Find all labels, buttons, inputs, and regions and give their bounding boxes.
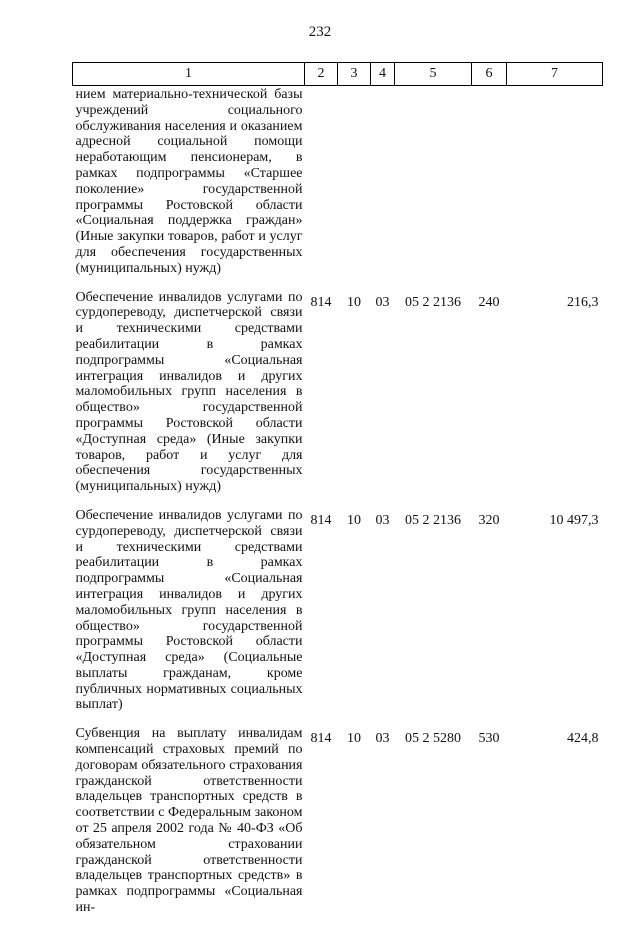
row-code-admin: 814: [310, 512, 332, 528]
row-code-target: 05 2 5280: [405, 731, 461, 747]
header-cell-2: 2: [305, 63, 338, 86]
row-code-admin: 814: [310, 294, 332, 310]
row-code-subsection: [371, 86, 395, 289]
row-code-target: 05 2 2136: [405, 512, 461, 528]
row-description: Обеспечение инвалидов услугами по сурдопереводу, диспетчерской связи и техническими средствами реабилитации в рамках подпрограммы «Социальная интеграция инвалидов и других маломобильных групп населения в общество» государственной программы Ростовской области «Доступная среда» (Иные закупки товаров, работ и услуг для обеспечения государственных (муниципальных) нужд): [75, 289, 303, 495]
table-row: [73, 289, 603, 507]
header-cell-6: 6: [472, 63, 507, 86]
row-description: Обеспечение инвалидов услугами по сурдопереводу, диспетчерской связи и техническими средствами реабилитации в рамках подпрограммы «Социальная интеграция инвалидов и других маломобильных групп населения в общество» государственной программы Ростовской области «Доступная среда» (Социальные выплаты гражданам, кроме публичных нормативных социальных выплат): [75, 507, 303, 713]
header-row: [73, 63, 603, 86]
row-code-admin: 814: [310, 731, 332, 747]
row-code-target: 05 2 2136: [405, 294, 461, 310]
row-code-expense-type: 240: [478, 294, 500, 310]
row-amount: 10 497,3: [549, 512, 599, 528]
header-cell-7: 7: [507, 63, 603, 86]
table-row: [73, 86, 603, 289]
row-code-subsection: 03: [375, 294, 390, 310]
row-description: нием материально-технической базы учреждений социального обслуживания населения и оказанием адресной социальной помощи неработающим пенсионерам, в рамках подпрограммы «Старшее поколение» государственной программы Ростовской области «Социальная поддержка граждан» (Иные закупки товаров, работ и услуг для обеспечения государственных (муниципальных) нужд): [75, 87, 303, 276]
row-code-expense-type: 320: [478, 512, 500, 528]
budget-table: [72, 62, 603, 928]
header-cell-4: 4: [371, 63, 395, 86]
row-code-admin: [305, 86, 338, 289]
row-code-expense-type: 530: [478, 731, 500, 747]
header-cell-3: 3: [338, 63, 371, 86]
row-code-section: 10: [347, 294, 361, 310]
row-description: Субвенция на выплату инвалидам компенсаций страховых премий по договорам обязательного страхования гражданской ответственности владельцев транспортных средств в соответствии с Федеральным законом от 25 апреля 2002 года № 40-ФЗ «Об обязательном страховании гражданской ответственности владельцев транспортных средств» в рамках подпрограммы «Социальная ин-: [75, 726, 303, 916]
row-code-section: 10: [347, 512, 361, 528]
row-code-target: [395, 86, 472, 289]
row-code-subsection: 03: [375, 731, 390, 747]
row-amount: 216,3: [567, 294, 599, 310]
table-row: [73, 725, 603, 928]
row-amount: [507, 86, 603, 289]
header-cell-5: 5: [395, 63, 472, 86]
page-number: 232: [308, 24, 332, 40]
header-cell-1: 1: [73, 63, 305, 86]
row-code-subsection: 03: [375, 512, 390, 528]
row-code-section: [338, 86, 371, 289]
row-code-expense-type: [472, 86, 507, 289]
row-code-section: 10: [347, 731, 361, 747]
row-amount: 424,8: [567, 731, 599, 747]
table-row: [73, 507, 603, 725]
